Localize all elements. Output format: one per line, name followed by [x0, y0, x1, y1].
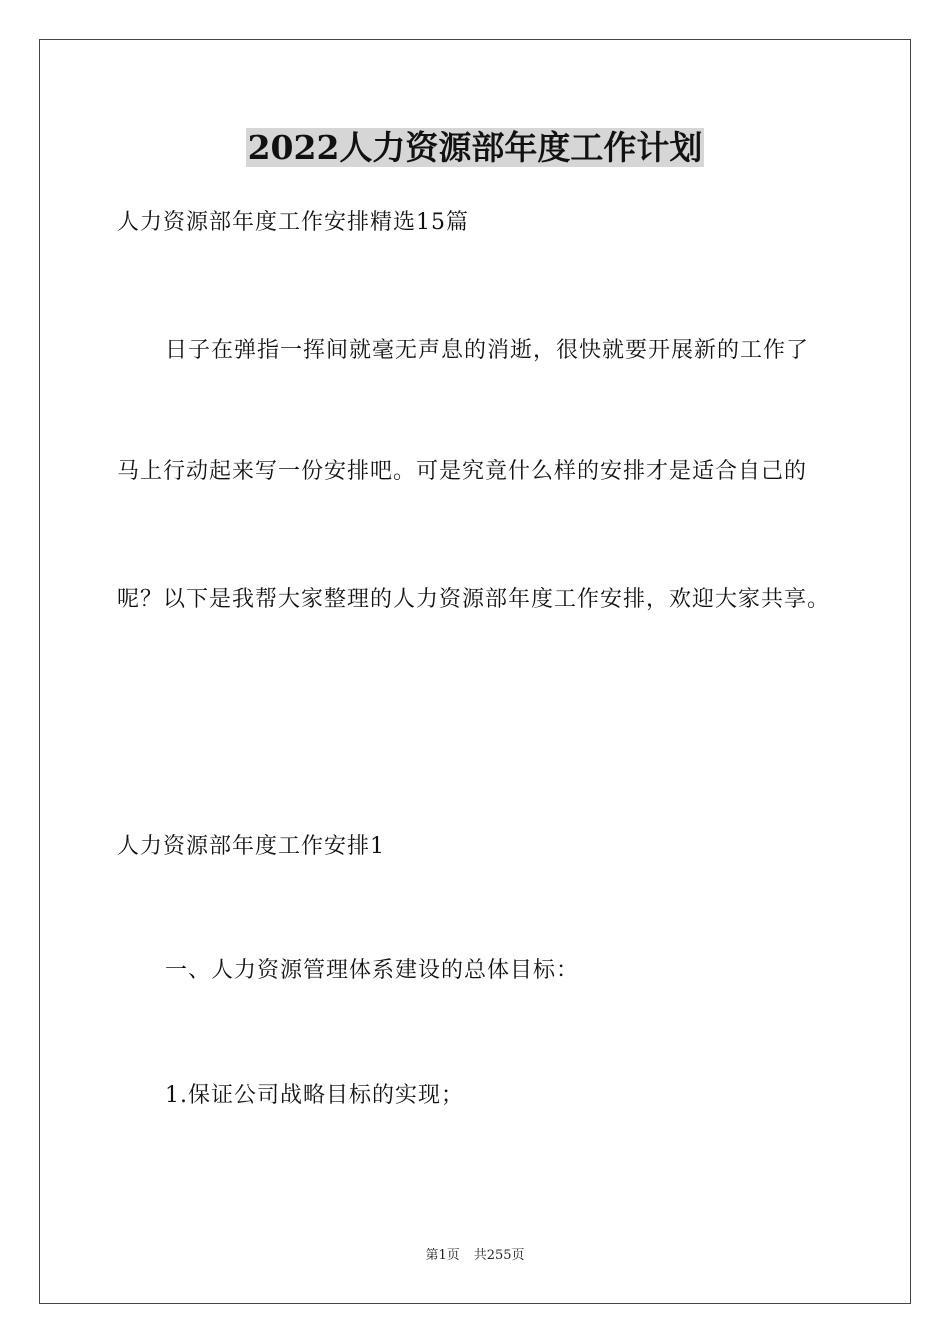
section-heading: 人力资源部年度工作安排1: [117, 834, 385, 859]
document-subtitle: 人力资源部年度工作安排精选15篇: [117, 210, 469, 235]
page-number: 第1页: [425, 1248, 460, 1263]
intro-line-2: 马上行动起来写一份安排吧。可是究竟什么样的安排才是适合自己的: [117, 459, 808, 484]
intro-line-1: 日子在弹指一挥间就毫无声息的消逝，很快就要开展新的工作了: [165, 338, 810, 363]
point-heading: 一、人力资源管理体系建设的总体目标：: [165, 958, 580, 983]
page-footer: [0, 1247, 950, 1265]
page-total: 共255页: [473, 1248, 525, 1263]
list-item-1: 1.保证公司战略目标的实现；: [165, 1083, 464, 1108]
document-title: [0, 126, 950, 170]
document-title-text: 2022人力资源部年度工作计划: [247, 128, 703, 167]
intro-line-3: 呢？以下是我帮大家整理的人力资源部年度工作安排，欢迎大家共享。: [117, 587, 831, 612]
